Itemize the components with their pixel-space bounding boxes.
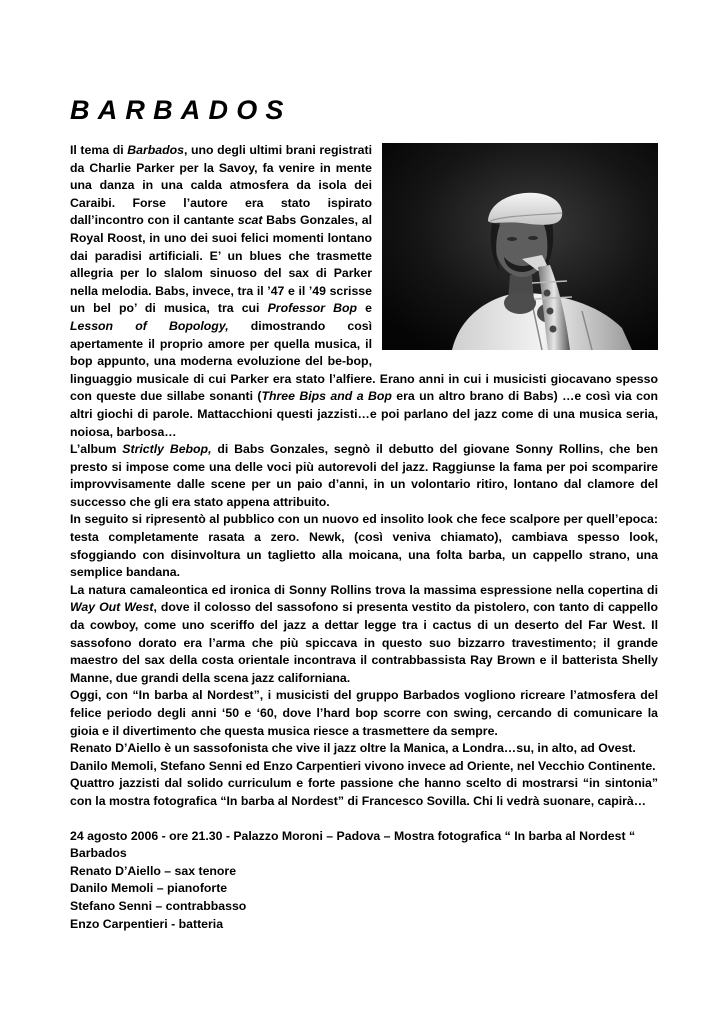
paragraph-text: La natura camaleontica ed ironica di Sonny Rollins trova la massima espressione nella copertina di <box>70 582 658 597</box>
event-info-line: 24 agosto 2006 - ore 21.30 - Palazzo Moroni – Padova – Mostra fotografica “ In barba al Nordest “ <box>70 828 636 843</box>
paragraph-text: Oggi, con “In barba al Nordest”, i musicisti del gruppo Barbados vogliono ricreare l’atmosfera del felice periodo degli anni ‘50 e ‘60, dove l’hard bop scorre con swing, cercando di comunicare la gioia e il divertimento che questa musica riesce a trasmettere da sempre. <box>70 688 658 738</box>
article-paragraph <box>70 511 658 581</box>
paragraph-text: , uno degli ultimi brani registrati da Charlie Parker per la Savoy, fa venire in mente una danza in una calda atmosfera da isola dei Caraibi. Forse l’autore era stato ispirato dall’incontro con il cantante <box>70 143 372 228</box>
italic-title-text: Professor Bop <box>267 301 358 316</box>
paragraph-text: era un altro brano di Babs) …e così via con altri giochi di parole. Mattacchioni questi jazzisti…e poi parlano del jazz come di una musica seria, noiosa, barbosa… <box>70 389 658 439</box>
paragraph-text: e <box>357 301 372 316</box>
saxophonist-photo-icon <box>382 143 658 350</box>
paragraph-text: Quattro jazzisti dal solido curriculum e forte passione che hanno scelto di mostrarsi “in sintonia” con la mostra fotografica “In barba al Nordest” di Francesco Sovilla. Chi li vedrà suonare, capirà… <box>70 776 658 808</box>
paragraph-text: In seguito si ripresentò al pubblico con un nuovo ed insolito look che fece scalpore per quell’epoca: testa completamente rasata a zero. Newk, (così veniva chiamato), cambiava spesso look, sfoggiando con disinvoltura un taglietto alla moicana, una folta barba, un cappello strano, una semplice bandana. <box>70 512 658 580</box>
document-page <box>70 90 658 933</box>
paragraph-text: Danilo Memoli, Stefano Senni ed Enzo Carpentieri vivono invece ad Oriente, nel Vecchio Continente. <box>70 758 656 773</box>
credit-line: Barbados <box>70 846 127 861</box>
italic-title-text: Three Bips and a Bop <box>261 389 392 404</box>
italic-title-text: Lesson of Bopology, <box>70 318 229 333</box>
credit-line: Renato D’Aiello – sax tenore <box>70 863 237 878</box>
italic-title-text: Barbados <box>127 143 184 157</box>
event-credits <box>70 828 658 934</box>
saxophonist-photo <box>382 143 658 350</box>
article-paragraph <box>70 758 658 776</box>
italic-title-text: Way Out West <box>70 600 154 615</box>
article-body <box>70 142 658 811</box>
italic-title-text: scat <box>237 213 263 228</box>
credit-line: Enzo Carpentieri - batteria <box>70 916 224 931</box>
paragraph-text: di Babs Gonzales, segnò il debutto del giovane Sonny Rollins, che ben presto si impose come una delle voci più autorevoli del jazz. Raggiunse la fama per poi scomparire improvvisamente dalle scene per un paio d’anni, in un volontario ritiro, lontano dal clamore del successo che gli era stato appena attribuito. <box>70 442 658 509</box>
article-paragraph <box>70 775 658 810</box>
paragraph-text: Renato D’Aiello è un sassofonista che vive il jazz oltre la Manica, a Londra…su, in alto, ad Ovest. <box>70 741 636 756</box>
page-title: BARBADOS <box>70 95 292 125</box>
article-paragraph <box>70 441 658 511</box>
paragraph-text: , dove il colosso del sassofono si presenta vestito da pistolero, con tanto di cappello da cowboy, come uno sceriffo del jazz a dettar legge tra i cactus di un deserto del Far West. Il sassofono dorato era l’arma che più spiccava in questo suo bizzarro travestimento; il grande maestro del sax della costa orientale incontrava il contrabbassista Ray Brown e il batterista Shelly Manne, due grandi della scena jazz californiana. <box>70 600 658 685</box>
paragraph-text: Il tema di <box>70 143 128 157</box>
credit-line: Danilo Memoli – pianoforte <box>70 881 228 896</box>
italic-title-text: Strictly Bebop, <box>122 442 212 457</box>
paragraph-text: dimostrando così apertamente il proprio amore per quella musica, il bop appunto, una moderna evoluzione del be-bop, linguaggio musicale di cui Parker era stato l’alfiere. Erano anni in cui i musicisti giocavano spesso con queste due sillabe sonanti ( <box>70 318 658 404</box>
article-paragraph <box>70 687 658 740</box>
paragraph-text: L’album <box>70 442 123 457</box>
credit-line: Stefano Senni – contrabbasso <box>70 898 247 913</box>
article-paragraph <box>70 582 658 688</box>
paragraph-text: Babs Gonzales, al Royal Roost, in uno dei suoi felici momenti lontano dai paradisi artificiali. E’ un blues che trasmette allegria per lo slalom sinuoso del sax di Parker nella melodia. Babs, invece, tra il ’47 e il ’49 scrisse un bel po’ di musica, tra cui <box>70 213 372 316</box>
article-paragraph <box>70 740 658 758</box>
